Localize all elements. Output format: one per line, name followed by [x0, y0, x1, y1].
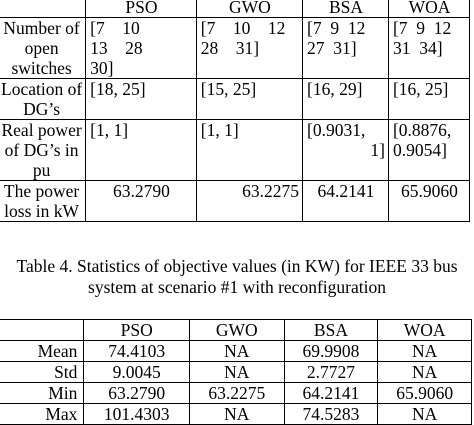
- caption-line-2: system at scenario #1 with reconfiguration: [88, 277, 386, 297]
- cell-gwo-power-loss: 63.2275: [196, 181, 302, 222]
- cell-gwo-std: NA: [189, 362, 284, 383]
- row-label-power-loss: The power loss in kW: [0, 181, 86, 222]
- cell-woa-dg-location: [16, 25]: [388, 79, 469, 120]
- cell-pso-std: 9.0045: [84, 362, 190, 383]
- statistics-table: [0, 319, 472, 425]
- table-header-row: [0, 320, 472, 341]
- caption-line-1: Table 4. Statistics of objective values (in KW) for IEEE 33 bus: [16, 256, 458, 276]
- table-row: [0, 120, 470, 181]
- cell-gwo-max: NA: [189, 404, 284, 425]
- header-cell-bsa: BSA: [303, 0, 389, 18]
- cell-pso-power-loss: 63.2790: [86, 181, 197, 222]
- cell-bsa-dg-real-power: [0.9031, 1]: [303, 120, 389, 181]
- cell-woa-std: NA: [378, 362, 472, 383]
- cell-bsa-max: 74.5283: [284, 404, 378, 425]
- cell-gwo-mean: NA: [189, 341, 284, 362]
- cell-woa-dg-real-power: [0.8876, 0.9054]: [388, 120, 469, 181]
- cell-gwo-min: 63.2275: [189, 383, 284, 404]
- cell-pso-mean: 74.4103: [84, 341, 190, 362]
- cell-pso-open-switches: [7 10 13 28 30]: [86, 18, 197, 79]
- row-label-mean: Mean: [0, 341, 84, 362]
- cell-pso-max: 101.4303: [84, 404, 190, 425]
- cell-bsa-min: 64.2141: [284, 383, 378, 404]
- cell-gwo-dg-real-power: [1, 1]: [196, 120, 302, 181]
- header-cell-bsa: BSA: [284, 320, 378, 341]
- table-row: [0, 79, 470, 120]
- table-row: [0, 383, 472, 404]
- row-label-dg-real-power: Real power of DG’s in pu: [0, 120, 86, 181]
- row-label-dg-location: Location of DG’s: [0, 79, 86, 120]
- cell-bsa-dg-location: [16, 29]: [303, 79, 389, 120]
- table-row: [0, 341, 472, 362]
- table-header-row: [0, 0, 470, 18]
- cell-pso-dg-location: [18, 25]: [86, 79, 197, 120]
- cell-woa-max: NA: [378, 404, 472, 425]
- cell-bsa-power-loss: 64.2141: [303, 181, 389, 222]
- cell-gwo-dg-location: [15, 25]: [196, 79, 302, 120]
- cell-woa-open-switches: [7 9 12 31 34]: [388, 18, 469, 79]
- header-cell-gwo: GWO: [196, 0, 302, 18]
- cell-bsa-std: 2.7727: [284, 362, 378, 383]
- cell-woa-power-loss: 65.9060: [388, 181, 469, 222]
- cell-bsa-mean: 69.9908: [284, 341, 378, 362]
- header-cell-woa: WOA: [388, 0, 469, 18]
- table-caption: [0, 256, 474, 298]
- cell-bsa-open-switches: [7 9 12 27 31]: [303, 18, 389, 79]
- cell-pso-min: 63.2790: [84, 383, 190, 404]
- cell-woa-mean: NA: [378, 341, 472, 362]
- cell-pso-dg-real-power: [1, 1]: [86, 120, 197, 181]
- header-cell-pso: PSO: [84, 320, 190, 341]
- header-cell-gwo: GWO: [189, 320, 284, 341]
- row-label-min: Min: [0, 383, 84, 404]
- row-label-open-switches: Number of open switches: [0, 18, 86, 79]
- table-row: [0, 181, 470, 222]
- header-cell-woa: WOA: [378, 320, 472, 341]
- header-cell-empty: [0, 0, 86, 18]
- table-row: [0, 362, 472, 383]
- header-cell-empty: [0, 320, 84, 341]
- row-label-max: Max: [0, 404, 84, 425]
- cell-woa-min: 65.9060: [378, 383, 472, 404]
- table-row: [0, 18, 470, 79]
- row-label-std: Std: [0, 362, 84, 383]
- cell-gwo-open-switches: [7 10 12 28 31]: [196, 18, 302, 79]
- header-cell-pso: PSO: [86, 0, 197, 18]
- table-row: [0, 404, 472, 425]
